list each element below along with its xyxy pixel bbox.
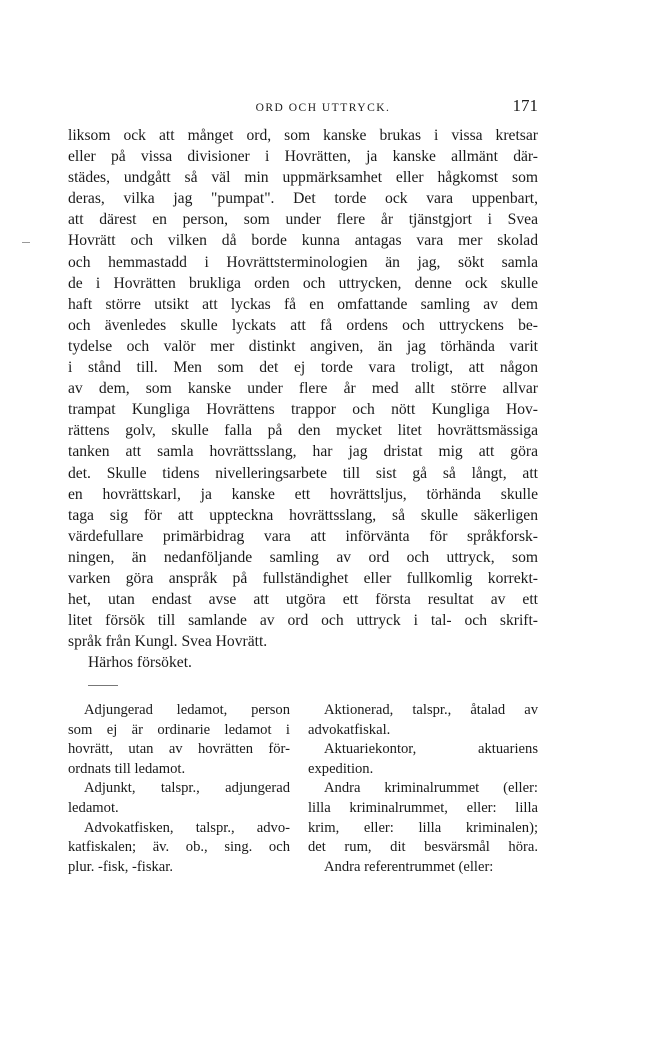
body-line: het, utan endast avse att utgöra ett första resultat av ett [68,591,538,609]
closing-line: Härhos försöket. [88,654,192,672]
glossary-line: hovrätt, utan av hovrätten för- [68,741,290,758]
body-line: eller på vissa divisioner i Hovrätten, ja kanske allmänt där- [68,148,538,166]
body-line: ningen, än nedanföljande samling av ord och uttryck, som [68,548,538,566]
glossary-right-column [308,701,538,877]
glossary-line: katfiskalen; äv. ob., sing. och [68,839,290,856]
body-line: av dem, som kanske under flere år med allt större allvar [68,380,538,398]
body-line: tydelse och valör mer distinkt angiven, än jag törhända varit [68,337,538,355]
body-line: en hovrättskarl, ja kanske ett hovrättsljus, törhända skulle [68,485,538,503]
running-title: ORD OCH UTTRYCK. [255,102,391,114]
body-line: värdefullare primärbidrag vara att införvänta för språkforsk- [68,527,538,545]
body-line: deras, vilka jag "pumpat". Det torde ock vara uppenbart, [68,190,538,208]
body-line: rättens golv, skulle falla på den mycket litet hovrättsmässiga [68,422,538,440]
glossary-line: Advokatfisken, talspr., advo- [84,819,290,836]
body-line: Hovrätt och vilken då borde kunna antagas vara mer skolad [68,232,538,250]
body-line: taga sig för att uppteckna hovrättsslang, så skulle säkerligen [68,506,538,524]
page-header [68,96,538,120]
glossary-line: expedition. [308,760,374,777]
body-line: haft större utsikt att lyckas få en omfattande samling av dem [68,295,538,313]
glossary-line: ordnats till ledamot. [68,760,186,777]
body-line: och ävenledes skulle lyckats att få ordens och uttryckens be- [68,316,538,334]
body-line: tanken att samla hovrättsslang, har jag dristat mig att göra [68,443,538,461]
glossary-line: Andra referentrummet (eller: [324,858,494,875]
body-line: litet försök till samlande av ord och uttryck i tal- och skrift- [68,612,538,630]
body-line: och hemmastadd i Hovrättsterminologien än jag, sökt samla [68,253,538,271]
glossary-line: Andra kriminalrummet (eller: [324,780,538,797]
glossary-line: Adjunkt, talspr., adjungerad [84,780,290,797]
body-line: liksom ock att månget ord, som kanske brukas i vissa kretsar [68,127,538,144]
body-line: de i Hovrätten brukliga orden och uttrycken, denne ock skulle [68,274,538,292]
glossary-line: plur. -fisk, -fiskar. [68,858,173,875]
body-line: det. Skulle tidens nivelleringsarbete till sist gå så långt, att [68,464,538,482]
margin-mark [22,242,30,243]
glossary-line: som ej är ordinarie ledamot i [68,721,290,738]
body-text [68,125,538,673]
body-line: städes, undgått så väl min uppmärksamhet eller hågkomst som [68,169,538,187]
glossary-line: ledamot. [68,799,119,816]
glossary-line: Adjungerad ledamot, person [84,702,290,718]
body-line: språk från Kungl. Svea Hovrätt. [68,633,268,651]
glossary-line: Aktionerad, talspr., åtalad av [324,702,538,718]
glossary-line: lilla kriminalrummet, eller: lilla [308,799,538,816]
glossary-line: advokatfiskal. [308,721,391,738]
body-line: trampat Kungliga Hovrättens trappor och nött Kungliga Hov- [68,401,538,419]
glossary-line: det rum, dit besvärsmål höra. [308,839,538,856]
body-line: varken göra anspråk på fullständighet eller fullkomlig korrekt- [68,569,538,587]
glossary-line: Aktuariekontor, aktuariens [324,741,538,758]
section-divider [88,685,118,686]
glossary-line: krim, eller: lilla kriminalen); [308,819,538,836]
page-number: 171 [512,96,538,115]
glossary-left-column [68,701,290,877]
body-line: i stånd till. Men som det ej torde vara troligt, att någon [68,359,538,377]
body-line: att därest en person, som under flere år tjänstgjort i Svea [68,211,538,229]
